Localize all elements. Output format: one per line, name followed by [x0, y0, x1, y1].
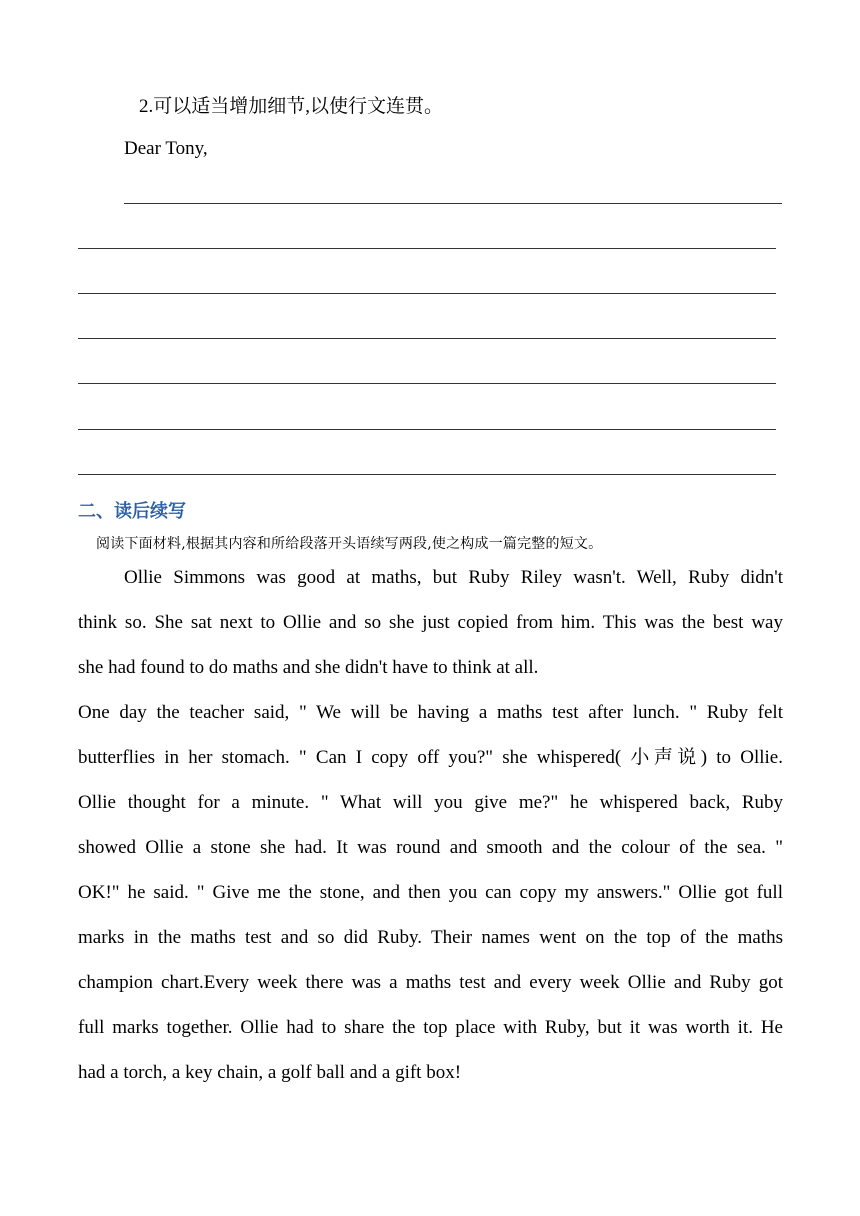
- story-line: OK!" he said. " Give me the stone, and then you can copy my answers." Ollie got full: [78, 882, 783, 903]
- answer-line: [78, 429, 776, 430]
- writing-tip-2: 2.可以适当增加细节,以使行文连贯。: [139, 96, 444, 117]
- section-title: 二、读后续写: [78, 501, 186, 522]
- answer-line: [78, 383, 776, 384]
- story-line: butterflies in her stomach. " Can I copy off you?" she whispered( 小声说) to Ollie.: [78, 747, 783, 768]
- answer-line: [78, 474, 776, 475]
- story-line: Ollie thought for a minute. " What will you give me?" he whispered back, Ruby: [78, 792, 783, 813]
- story-line: champion chart.Every week there was a maths test and every week Ollie and Ruby got: [78, 972, 783, 993]
- answer-line: [78, 338, 776, 339]
- story-line: Ollie Simmons was good at maths, but Ruby Riley wasn't. Well, Ruby didn't: [124, 567, 783, 588]
- story-line: One day the teacher said, " We will be having a maths test after lunch. " Ruby felt: [78, 702, 783, 723]
- story-line: she had found to do maths and she didn't have to think at all.: [78, 657, 539, 678]
- story-line: think so. She sat next to Ollie and so she just copied from him. This was the best way: [78, 612, 783, 633]
- letter-greeting: Dear Tony,: [124, 138, 208, 159]
- story-line: full marks together. Ollie had to share the top place with Ruby, but it was worth it. He: [78, 1017, 783, 1038]
- story-passage: [78, 555, 783, 1095]
- story-line: marks in the maths test and so did Ruby. Their names went on the top of the maths: [78, 927, 783, 948]
- story-line: had a torch, a key chain, a golf ball and a gift box!: [78, 1062, 462, 1083]
- story-line: showed Ollie a stone she had. It was round and smooth and the colour of the sea. ": [78, 837, 783, 858]
- answer-line: [124, 203, 782, 204]
- answer-line: [78, 293, 776, 294]
- answer-line: [78, 248, 776, 249]
- instruction-text: 阅读下面材料,根据其内容和所给段落开头语续写两段,使之构成一篇完整的短文。: [96, 536, 603, 552]
